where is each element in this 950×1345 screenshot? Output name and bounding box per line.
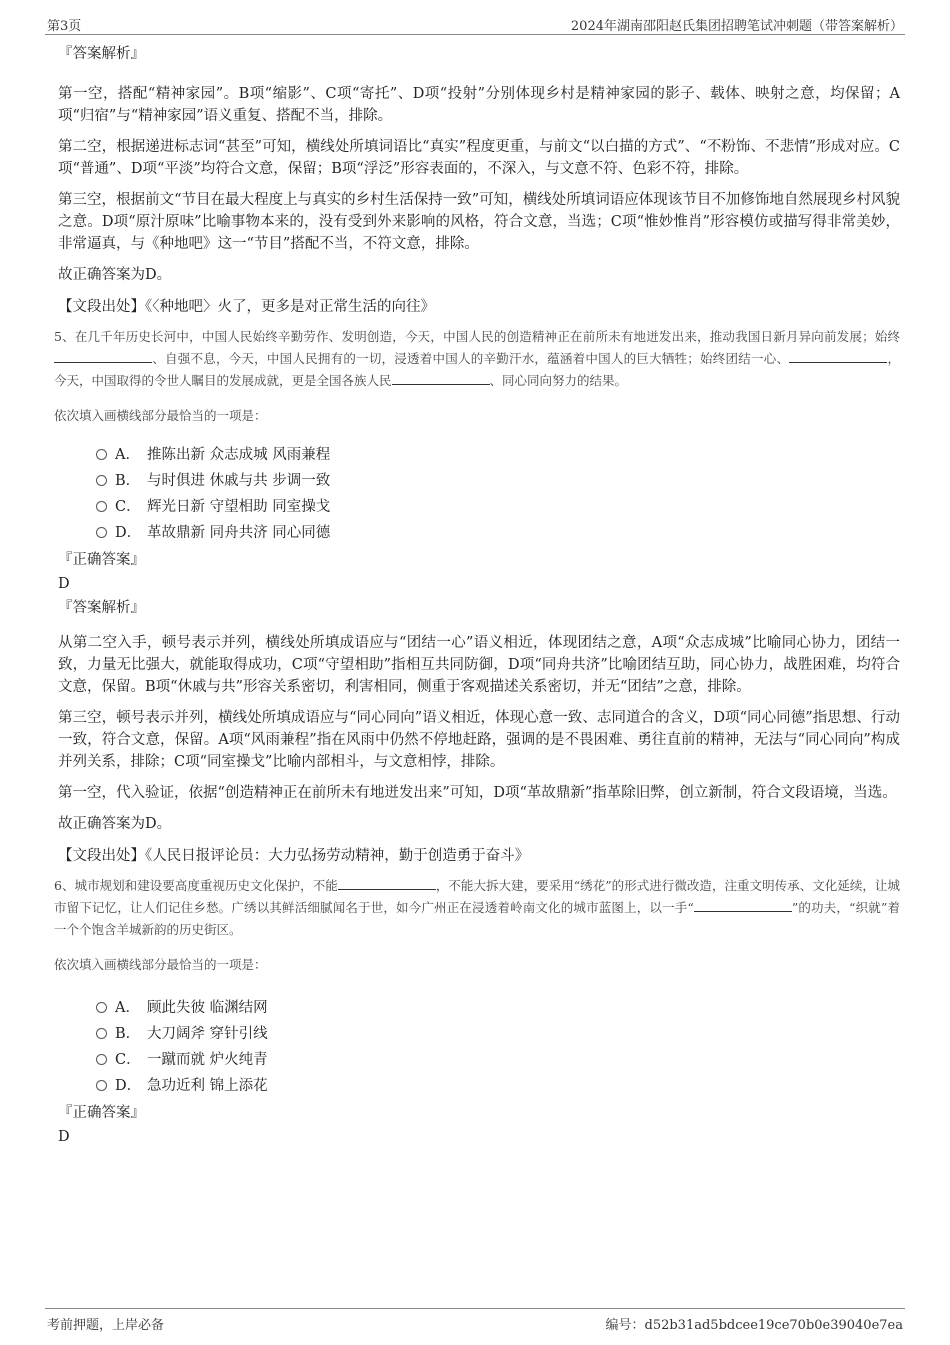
radio-icon[interactable] [96,501,107,512]
option-b[interactable]: B． 大刀阔斧 穿针引线 [96,1021,900,1047]
radio-icon[interactable] [96,475,107,486]
question-5-prompt: 依次填入画横线部分最恰当的一项是： [54,408,267,423]
option-b[interactable]: B． 与时俱进 休戚与共 步调一致 [96,468,900,494]
correct-answer-label: 『正确答案』 [58,552,145,568]
analysis-paragraph: 从第二空入手，顿号表示并列，横线处所填成语应与“团结一心”语义相近，体现团结之意，A项“众志成城”比喻同心协力，团结一致，力量无比强大，就能取得成功，C项“守望相助”指相互共同防御，D项“同舟共济”比喻团结互助，同心协力，战胜困难，均符合文意，保留。B项“休戚与共”形容关系密切，利害相同，侧重于客观描述关系密切，并无“团结”之意，排除。 [58,635,900,695]
blank-line [789,350,887,363]
question-6-seg3: ”的功夫，“织就”着一个个饱含羊城新韵的历史街区。 [54,900,900,937]
final-answer-note: 故正确答案为D。 [58,816,172,832]
blank-line [694,899,792,912]
document-title: 2024年湖南邵阳赵氏集团招聘笔试冲刺题（带答案解析） [570,19,903,34]
analysis-paragraph: 第一空，代入验证，依据“创造精神正在前所未有地迸发出来”可知，D项“革故鼎新”指革除旧弊，创立新制，符合文段语境，当选。 [58,785,897,801]
analysis-paragraph: 第二空，根据递进标志词“甚至”可知，横线处所填词语比“真实”程度更重，与前文“以白描的方式”、“不粉饰、不悲情”形成对应。C项“普通”、D项“平淡”均符合文意，保留；B项“浮泛”形容表面的，不深入，与文意不符、色彩不符，排除。 [58,139,900,177]
blank-line [392,372,490,385]
correct-answer-label: 『正确答案』 [58,1105,145,1121]
question-5-seg1: 5、在几千年历史长河中，中国人民始终辛勤劳作、发明创造，今天，中国人民的创造精神正在前所未有地迸发出来，推动我国日新月异向前发展；始终 [54,329,900,344]
analysis-label: 『答案解析』 [58,46,145,62]
question-6-prompt: 依次填入画横线部分最恰当的一项是： [54,957,267,972]
option-c[interactable]: C． 辉光日新 守望相助 同室操戈 [96,494,900,520]
analysis-label: 『答案解析』 [58,600,145,616]
blank-line [338,877,436,890]
page-number: 第3页 [47,19,82,34]
page-content [54,44,900,1151]
analysis-paragraph: 第三空，根据前文“节目在最大程度上与真实的乡村生活保持一致”可知，横线处所填词语应体现该节目不加修饰地自然展现乡村风貌之意。D项“原汁原味”比喻事物本来的，没有受到外来影响的风格，符合文意，当选；C项“惟妙惟肖”形容模仿或描写得非常美妙，非常逼真，与《种地吧》这一“节目”搭配不当，不符文意，排除。 [58,192,900,252]
question-5-text [54,326,900,392]
footer-slogan: 考前押题，上岸必备 [47,1318,165,1333]
question-5-seg3: ，今天，中国取得的令世人瞩目的发展成就，更是全国各族人民 [54,351,900,388]
radio-icon[interactable] [96,527,107,538]
question-6-text [54,875,900,941]
radio-icon[interactable] [96,1028,107,1039]
blank-line [54,350,152,363]
source-citation: 【文段出处】《人民日报评论员：大力弘扬劳动精神，勤于创造勇于奋斗》 [58,848,530,864]
question-5-options [96,442,900,546]
analysis-paragraph: 第三空，顿号表示并列，横线处所填成语应与“同心同向”语义相近，体现心意一致、志同道合的含义，D项“同心同德”指思想、行动一致，符合文意，保留。A项“风雨兼程”指在风雨中仍然不停地赶路，强调的是不畏困难、勇往直前的精神，无法与“同心同向”构成并列关系，排除；C项“同室操戈”比喻内部相斗，与文意相悖，排除。 [58,710,900,770]
option-d[interactable]: D． 急功近利 锦上添花 [96,1073,900,1099]
question-6-seg1: 6、城市规划和建设要高度重视历史文化保护，不能 [54,878,338,893]
analysis-paragraph: 第一空，搭配“精神家园”。B项“缩影”、C项“寄托”、D项“投射”分别体现乡村是精神家园的影子、载体、映射之意，均保留；A项“归宿”与“精神家园”语义重复、搭配不当，排除。 [58,86,900,124]
question-5-seg4: 、同心同向努力的结果。 [489,373,628,388]
document-id: 编号：d52b31ad5bdcee19ce70b0e39040e7ea [605,1318,903,1333]
final-answer-note: 故正确答案为D。 [58,267,172,283]
page-footer [45,1308,905,1331]
radio-icon[interactable] [96,1002,107,1013]
question-6-options [96,995,900,1099]
option-a[interactable]: A． 顾此失彼 临渊结网 [96,995,900,1021]
question-6-seg2: ，不能大拆大建，要采用“绣花”的形式进行微改造，注重文明传承、文化延续，让城市留下记忆，让人们记住乡愁。广绣以其鲜活细腻闻名于世，如今广州正在浸透着岭南文化的城市蓝图上，以一手“ [54,878,900,915]
correct-answer-value: D [58,1129,70,1145]
source-citation: 【文段出处】《〈种地吧〉火了，更多是对正常生活的向往》 [58,299,435,315]
page-header [45,12,905,35]
option-a[interactable]: A． 推陈出新 众志成城 风雨兼程 [96,442,900,468]
question-5-seg2: 、自强不息，今天，中国人民拥有的一切，浸透着中国人的辛勤汗水，蕴涵着中国人的巨大牺牲；始终团结一心、 [152,351,790,366]
radio-icon[interactable] [96,1054,107,1065]
radio-icon[interactable] [96,449,107,460]
correct-answer-value: D [58,576,70,592]
option-d[interactable]: D． 革故鼎新 同舟共济 同心同德 [96,520,900,546]
option-c[interactable]: C． 一蹴而就 炉火纯青 [96,1047,900,1073]
radio-icon[interactable] [96,1080,107,1091]
